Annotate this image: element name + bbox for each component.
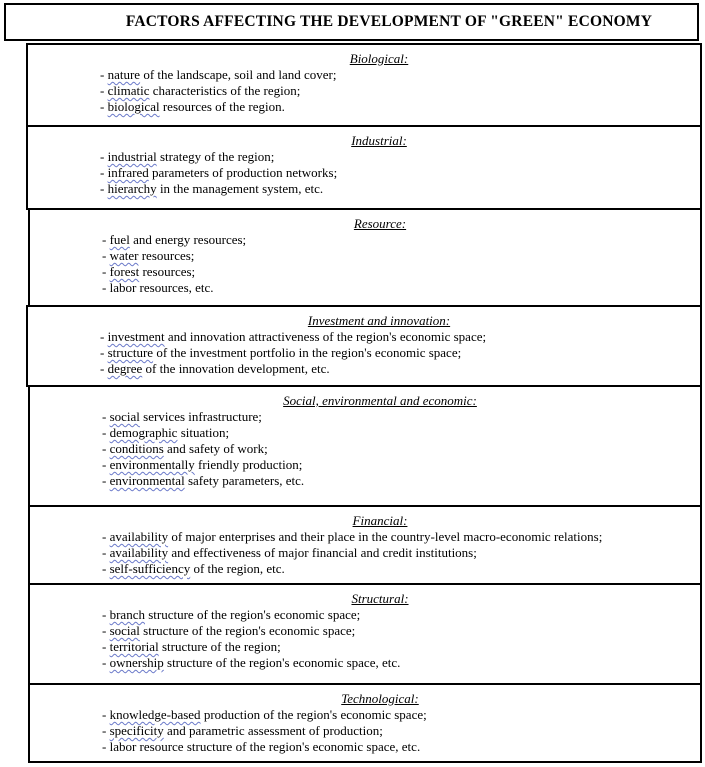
item-text: of major enterprises and their place in the country-level macro-economic relations;	[168, 529, 603, 544]
factor-box	[28, 583, 702, 685]
factor-box	[26, 125, 702, 210]
factor-items	[30, 707, 700, 755]
item-text: resources;	[139, 264, 196, 279]
factor-item: - conditions and safety of work;	[102, 441, 268, 456]
factor-title: Social, environmental and economic:	[283, 393, 477, 408]
item-text: in the management system, etc.	[156, 181, 324, 196]
item-keyword: territorial	[109, 639, 159, 654]
factor-items	[28, 67, 700, 115]
factor-item: - fuel and energy resources;	[102, 232, 247, 247]
item-text: friendly production;	[194, 457, 303, 472]
factor-item: - climatic characteristics of the region;	[100, 83, 301, 98]
factor-item: - water resources;	[102, 248, 195, 263]
factor-items	[30, 409, 700, 489]
factor-items	[30, 529, 700, 577]
factor-item: - degree of the innovation development, etc.	[100, 361, 330, 376]
item-text: production of the region's economic space;	[200, 707, 427, 722]
item-keyword: specificity	[109, 723, 164, 738]
item-text: structure of the region;	[158, 639, 281, 654]
factor-items	[28, 329, 700, 377]
item-keyword: self-sufficiency	[109, 561, 191, 576]
factor-item: - environmentally friendly production;	[102, 457, 303, 472]
item-keyword: knowledge-based	[109, 707, 201, 722]
factor-item: - forest resources;	[102, 264, 196, 279]
item-text: structure of the region's economic space, etc.	[163, 655, 401, 670]
item-keyword: environmental	[109, 473, 185, 488]
item-text: parameters of production networks;	[148, 165, 338, 180]
item-keyword: ownership	[109, 655, 164, 670]
factor-items	[30, 607, 700, 671]
item-keyword: fuel	[109, 232, 130, 247]
factor-box	[26, 305, 702, 387]
item-keyword: biological	[107, 99, 160, 114]
factor-box	[26, 43, 702, 127]
item-keyword: hierarchy	[107, 181, 157, 196]
factor-title: Financial:	[352, 513, 408, 528]
item-keyword: social	[109, 409, 140, 424]
item-keyword: availability	[109, 529, 169, 544]
item-keyword: demographic	[109, 425, 178, 440]
item-keyword: conditions	[109, 441, 164, 456]
item-keyword: climatic	[107, 83, 150, 98]
factor-item: - labor resources, etc.	[102, 280, 214, 295]
factor-box	[28, 208, 702, 307]
factor-item: - knowledge-based production of the region's economic space;	[102, 707, 427, 722]
factor-items	[28, 149, 700, 197]
item-keyword: nature	[107, 67, 141, 82]
factor-title: Resource:	[353, 216, 407, 231]
item-text: situation;	[177, 425, 230, 440]
factor-item: - self-sufficiency of the region, etc.	[102, 561, 285, 576]
factor-item: - investment and innovation attractiveness of the region's economic space;	[100, 329, 487, 344]
factor-item: - biological resources of the region.	[100, 99, 285, 114]
item-text: resources;	[138, 248, 195, 263]
factor-box	[28, 505, 702, 585]
item-keyword: availability	[109, 545, 169, 560]
item-text: strategy of the region;	[156, 149, 275, 164]
item-keyword: water	[109, 248, 139, 263]
item-text: of the innovation development, etc.	[142, 361, 330, 376]
factor-item: - availability and effectiveness of major financial and credit institutions;	[102, 545, 477, 560]
factor-item: - branch structure of the region's economic space;	[102, 607, 361, 622]
factor-title: Biological:	[349, 51, 409, 66]
item-text: services infrastructure;	[139, 409, 262, 424]
page-title: FACTORS AFFECTING THE DEVELOPMENT OF "GREEN" ECONOMY	[125, 13, 653, 30]
factor-title: Industrial:	[351, 133, 407, 148]
factor-item: - demographic situation;	[102, 425, 230, 440]
factor-title: Technological:	[341, 691, 419, 706]
item-keyword: degree	[107, 361, 143, 376]
factor-box	[28, 683, 702, 763]
item-text: and innovation attractiveness of the region's economic space;	[164, 329, 487, 344]
factor-items	[30, 232, 700, 296]
factor-item: - structure of the investment portfolio in the region's economic space;	[100, 345, 462, 360]
factor-item: - labor resource structure of the region's economic space, etc.	[102, 739, 421, 754]
item-text: and energy resources;	[129, 232, 247, 247]
factor-title: Structural:	[351, 591, 409, 606]
item-text: of the region, etc.	[190, 561, 285, 576]
item-text: and parametric assessment of production;	[163, 723, 383, 738]
item-text: and safety of work;	[163, 441, 268, 456]
factor-item: - hierarchy in the management system, etc.	[100, 181, 324, 196]
factor-item: - social services infrastructure;	[102, 409, 262, 424]
factor-item: - ownership structure of the region's economic space, etc.	[102, 655, 401, 670]
item-keyword: infrared	[107, 165, 149, 180]
factor-item: - infrared parameters of production networks;	[100, 165, 338, 180]
item-text: of the landscape, soil and land cover;	[140, 67, 337, 82]
item-keyword: industrial	[107, 149, 157, 164]
factor-item: - specificity and parametric assessment of production;	[102, 723, 383, 738]
item-keyword: investment	[107, 329, 165, 344]
factor-item: - territorial structure of the region;	[102, 639, 281, 654]
item-keyword: environmentally	[109, 457, 195, 472]
factor-item: - availability of major enterprises and their place in the country-level macro-economic relations;	[102, 529, 603, 544]
item-keyword: social	[109, 623, 140, 638]
factor-item: - industrial strategy of the region;	[100, 149, 275, 164]
factor-box	[28, 385, 702, 507]
item-text: and effectiveness of major financial and credit institutions;	[168, 545, 477, 560]
factor-item: - nature of the landscape, soil and land cover;	[100, 67, 337, 82]
factor-item: - environmental safety parameters, etc.	[102, 473, 305, 488]
item-text: labor resource structure of the region's economic space, etc.	[109, 739, 421, 754]
factor-item: - social structure of the region's economic space;	[102, 623, 356, 638]
item-text: of the investment portfolio in the region's economic space;	[153, 345, 462, 360]
item-text: characteristics of the region;	[149, 83, 301, 98]
item-text: safety parameters, etc.	[184, 473, 305, 488]
item-text: structure of the region's economic space;	[139, 623, 356, 638]
title-box	[4, 3, 699, 41]
item-keyword: branch	[109, 607, 145, 622]
item-keyword: forest	[109, 264, 140, 279]
item-text: resources of the region.	[159, 99, 285, 114]
item-keyword: structure	[107, 345, 154, 360]
item-text: labor resources, etc.	[109, 280, 214, 295]
item-text: structure of the region's economic space;	[144, 607, 361, 622]
factor-title: Investment and innovation:	[307, 313, 451, 328]
